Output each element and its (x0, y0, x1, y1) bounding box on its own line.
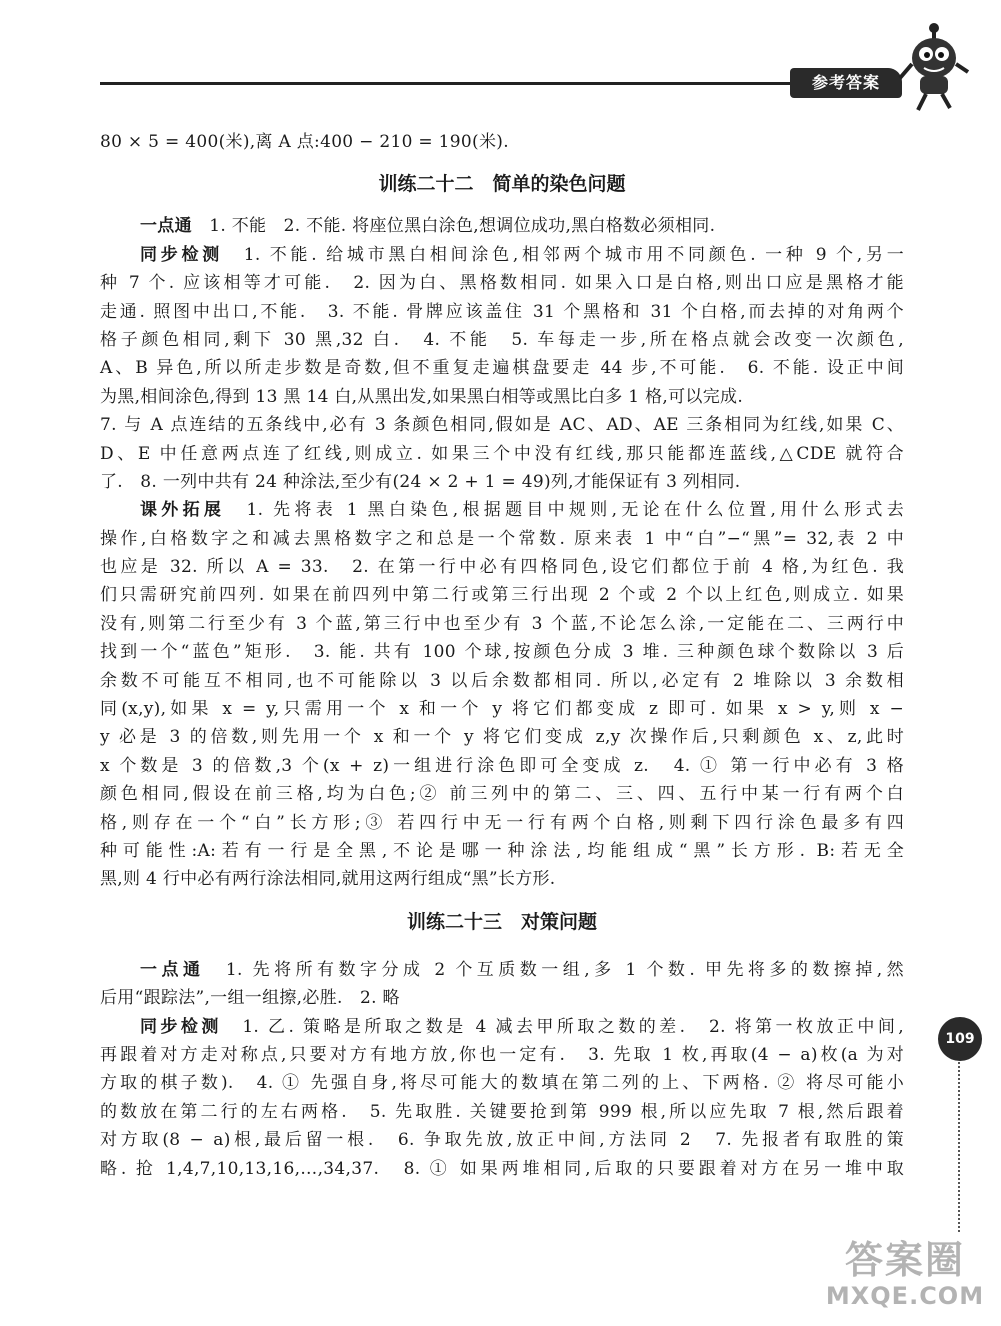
answer-content (100, 128, 904, 1183)
s23-tongbu-text: 1. 乙. 策略是所取之数是 4 减去甲所取之数的差. 2. 将第一枚放正中间, (242, 1016, 905, 1037)
s22-kewai-label: 课外拓展 (140, 500, 226, 521)
s22-yidiantong-line (100, 212, 904, 240)
text-line: 操作,白格数字之和减去黑格数字之和总是一个常数. 原来表 1 中“白”−“黑”= 32,表 2 中 (100, 528, 904, 549)
text-line: 方取的棋子数). 4. ① 先强自身,将尽可能大的数填在第二列的上、下两格. ② 将尽可能小 (100, 1073, 904, 1094)
text-line: 没有,则第二行至少有 3 个蓝,第三行中也至少有 3 个蓝,不论怎么涂,一定能在二、三两行中 (100, 613, 904, 634)
text-line: 再跟着对方走对称点,只要对方有地方放,你也一定有. 3. 先取 1 枚,再取(4 − a)枚(a 为对 (100, 1044, 904, 1065)
s22-kewai-line (100, 496, 904, 524)
s22-tongbu-text: 1. 不能. 给城市黑白相间涂色,相邻两个城市用不同颜色. 一种 9 个,另一 (243, 244, 905, 265)
text-line: 同(x,y),如果 x = y,只需用一个 x 和一个 y 将它们都变成 z 即可. 如果 x > y,则 x − (100, 699, 904, 720)
text-line: A、B 异色,所以所走步数是奇数,但不重复走遍棋盘要走 44 步,不可能. 6. 不能. 设正中间 (100, 358, 904, 379)
text-line: 们只需研究前四列. 如果在前四列中第二行或第三行出现 2 个或 2 个以上红色,则成立. 如果 (100, 585, 904, 606)
text-line: 余数不可能互不相同,也不可能除以 3 以后余数都相同. 所以,必定有 2 堆除以 3 余数相 (100, 670, 904, 691)
section-title-22: 训练二十二 简单的染色问题 (378, 173, 626, 196)
watermark-text: 答案圈 (844, 1238, 965, 1282)
header-tab: 参考答案 (790, 68, 902, 98)
text-line: y 必是 3 的倍数,则先用一个 x 和一个 y 将它们变成 z,y 次操作后,只剩颜色 x、z,此时 (100, 727, 904, 748)
text-line: 颜色相同,假设在前三格,均为白色;② 前三列中的第二、三、四、五行中某一行有两个白 (100, 784, 904, 805)
text-line: 7. 与 A 点连结的五条线中,必有 3 条颜色相同,假如是 AC、AD、AE 三条相同为红线,如果 C、 (100, 415, 904, 436)
s23-yidiantong-text: 1. 先将所有数字分成 2 个互质数一组,多 1 个数. 甲先将多的数擦掉,然 (225, 959, 904, 980)
s23-tongbu-label: 同步检测 (140, 1016, 222, 1037)
section-title-23: 训练二十三 对策问题 (406, 910, 597, 933)
s23-tongbu-line (100, 1013, 904, 1041)
text-line: 找到一个“蓝色”矩形. 3. 能. 共有 100 个球,按颜色分成 3 堆. 三种颜色球个数除以 3 后 (100, 642, 904, 663)
text-line: 种可能性:A:若有一行是全黑,不论是哪一种涂法,均能组成“黑”长方形. B:若无全 (100, 840, 904, 861)
text-line: 的数放在第二行的左右两格. 5. 先取胜. 关键要抢到第 999 根,所以应先取 7 根,然后跟着 (100, 1101, 904, 1122)
s23-yidiantong-line (100, 956, 904, 984)
text-line: 黑,则 4 行中必有两行涂法相同,就用这两行组成“黑”长方形. (100, 869, 556, 890)
watermark-url: MXQE.COM (825, 1282, 985, 1310)
text-line: 为黑,相间涂色,得到 13 黑 14 白,从黑出发,如果黑白相等或黑比白多 1 格,可以完成. (100, 386, 744, 407)
s22-yidiantong-label: 一点通 (140, 216, 192, 237)
text-line: x 个数是 3 的倍数,3 个(x + z)一组进行涂色即可全变成 z. 4. ① 第一行中必有 3 格 (100, 755, 904, 776)
text-line: 种 7 个. 应该相等才可能. 2. 因为白、黑格数相同. 如果入口是白格,则出口应是黑格才能 (100, 273, 904, 294)
side-dotted-rule (958, 1062, 964, 1232)
s22-yidiantong-text: 1. 不能 2. 不能. 将座位黑白涂色,想调位成功,黑白格数必须相同. (209, 216, 716, 237)
s23-yidiantong-label: 一点通 (140, 959, 205, 980)
text-line: 也应是 32. 所以 A = 33. 2. 在第一行中必有四格同色,设它们都位于前 4 格,为红色. 我 (100, 557, 904, 578)
text-line: 格子颜色相同,剩下 30 黑,32 白. 4. 不能 5. 车每走一步,所在格点就会改变一次颜色, (100, 329, 904, 350)
robot-mascot-icon (898, 20, 970, 112)
text-line: 后用“跟踪法”,一组一组擦,必胜. 2. 略 (100, 988, 400, 1009)
intro-line: 80 × 5 = 400(米),离 A 点:400 − 210 = 190(米). (100, 132, 509, 152)
header-rule (100, 82, 790, 85)
text-line: 格,则存在一个“白”长方形;③ 若四行中无一行有两个白格,则剩下四行涂色最多有四 (100, 812, 904, 833)
text-line: 了. 8. 一列中共有 24 种涂法,至少有(24 × 2 + 1 = 49)列,才能保证有 3 列相同. (100, 471, 741, 492)
s22-tongbu-label: 同步检测 (140, 244, 224, 265)
text-line: D、E 中任意两点连了红线,则成立. 如果三个中没有红线,那只能都连蓝线,△CDE 就符合 (100, 443, 904, 464)
text-line: 走通. 照图中出口,不能. 3. 不能. 骨牌应该盖住 31 个黑格和 31 个白格,而去掉的对角两个 (100, 301, 904, 322)
s22-tongbu-line (100, 241, 904, 269)
watermark-logo (820, 1238, 990, 1318)
text-line: 对方取(8 − a)根,最后留一根. 6. 争取先放,放正中间,方法同 2 7. 先报者有取胜的策 (100, 1130, 904, 1151)
text-line: 略. 抢 1,4,7,10,13,16,…,34,37. 8. ① 如果两堆相同,后取的只要跟着对方在另一堆中取 (100, 1158, 904, 1179)
s22-kewai-text: 1. 先将表 1 黑白染色,根据题目中规则,无论在什么位置,用什么形式去 (246, 500, 904, 521)
page-number-badge: 109 (938, 1017, 982, 1061)
